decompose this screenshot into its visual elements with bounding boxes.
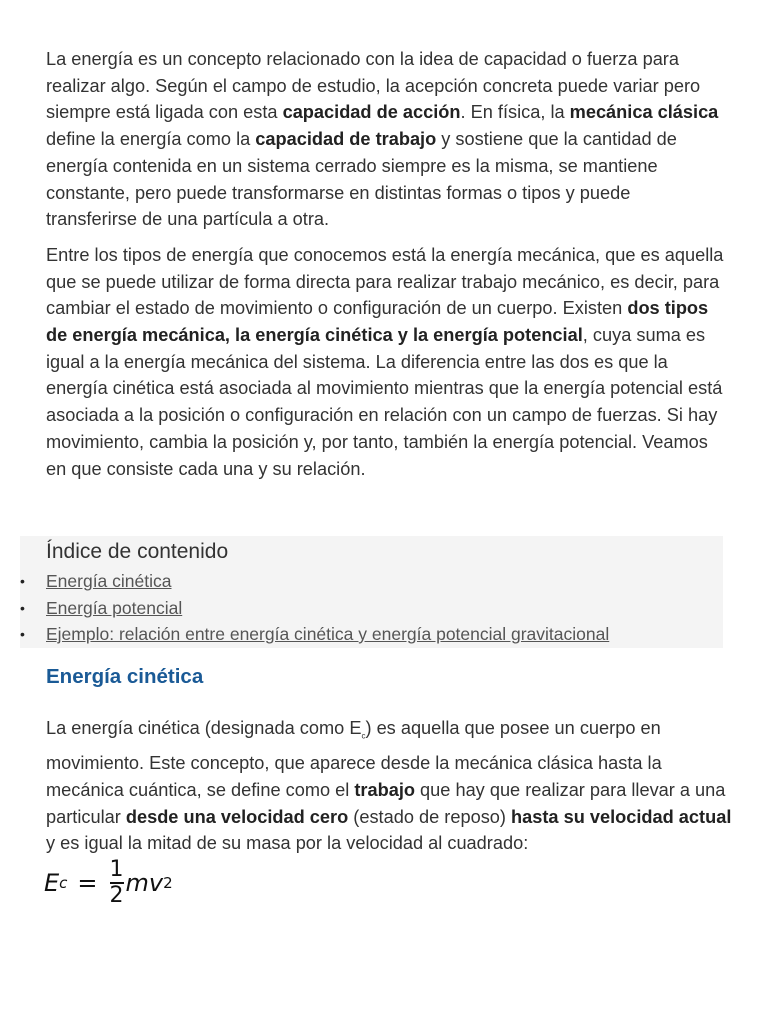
- bold-text: hasta su velocidad actual: [511, 806, 732, 827]
- formula-numerator: 1: [109, 857, 124, 882]
- paragraph-intro-2: [46, 242, 724, 482]
- table-of-contents: [20, 536, 723, 648]
- toc-link-ejemplo[interactable]: Ejemplo: relación entre energía cinética y energía potencial gravitacional: [46, 624, 610, 644]
- bullet-icon: •: [20, 573, 25, 589]
- text-run: La energía es un concepto relacionado con la idea de capacidad o fuerza para realizar algo. Según el campo de estudio, la acepción concreta puede variar pero siempre está ligada con esta: [46, 49, 701, 123]
- text-run: que hay que realizar para llevar a una particular: [46, 780, 726, 827]
- bold-text: dos tipos de energía mecánica, la energía cinética y la energía potencial: [46, 298, 709, 346]
- toc-list: [20, 568, 723, 648]
- paragraph-energia-cinetica: [46, 715, 736, 857]
- subscript-text: c: [361, 731, 366, 741]
- text-run: . En física, la: [460, 102, 570, 123]
- bold-text: mecánica clásica: [569, 102, 719, 123]
- bold-text: trabajo: [354, 780, 415, 801]
- formula-rhs: mv: [125, 869, 164, 897]
- formula-equals: =: [77, 869, 98, 897]
- toc-link-energia-cinetica[interactable]: Energía cinética: [46, 571, 172, 591]
- bold-text: capacidad de trabajo: [255, 129, 437, 150]
- toc-link-energia-potencial[interactable]: Energía potencial: [46, 597, 183, 618]
- formula-lhs: E: [44, 869, 60, 897]
- formula-fraction: [110, 858, 124, 908]
- bullet-icon: •: [20, 599, 25, 616]
- section-body: [46, 715, 736, 866]
- text-run: Entre los tipos de energía que conocemos está la energía mecánica, que es aquella que se puede utilizar de forma directa para realizar trabajo mecánico, es decir, para cambiar el estado de movimiento o configuración de un cuerpo. Existen: [46, 244, 724, 319]
- text-run: y es igual la mitad de su masa por la velocidad al cuadrado:: [46, 833, 529, 854]
- text-run: y sostiene que la cantidad de energía contenida en un sistema cerrado siempre es la misma, se mantiene constante, pero puede transformarse en distintas formas o tipos y puede transferirse de una partícula a otra.: [46, 129, 677, 230]
- toc-title: Índice de contenido: [46, 540, 229, 563]
- article-intro: [46, 46, 724, 491]
- text-run: define la energía como la: [46, 129, 256, 150]
- toc-item: [20, 621, 723, 648]
- text-run: (estado de reposo): [348, 806, 512, 827]
- text-run: , cuya suma es igual a la energía mecánica del sistema. La diferencia entre las dos es que la energía cinética está asociada al movimiento mientras que la energía potencial está asociada a la posición o configuración en relación con un campo de fuerzas. Si hay movimiento, cambia la posición y, por tanto, también la energía potencial. Veamos en que consiste cada una y su relación.: [46, 325, 723, 479]
- formula-rhs-sup: 2: [163, 874, 173, 892]
- text-run: La energía cinética (designada como E: [46, 718, 362, 738]
- section-heading: Energía cinética: [46, 665, 204, 688]
- paragraph-intro-1: [46, 46, 724, 233]
- toc-item: [20, 595, 723, 622]
- text-run: ) es aquella que posee un cuerpo en movimiento. Este concepto, que aparece desde la mecánica clásica hasta la mecánica cuántica, se define como el: [46, 718, 662, 801]
- bold-text: capacidad de acción: [282, 102, 461, 123]
- bullet-icon: •: [20, 626, 25, 642]
- toc-item: [20, 568, 723, 595]
- kinetic-energy-formula: [44, 858, 173, 908]
- bold-text: desde una velocidad cero: [125, 806, 349, 827]
- formula-lhs-sub: c: [59, 874, 68, 892]
- formula-denominator: 2: [109, 883, 124, 908]
